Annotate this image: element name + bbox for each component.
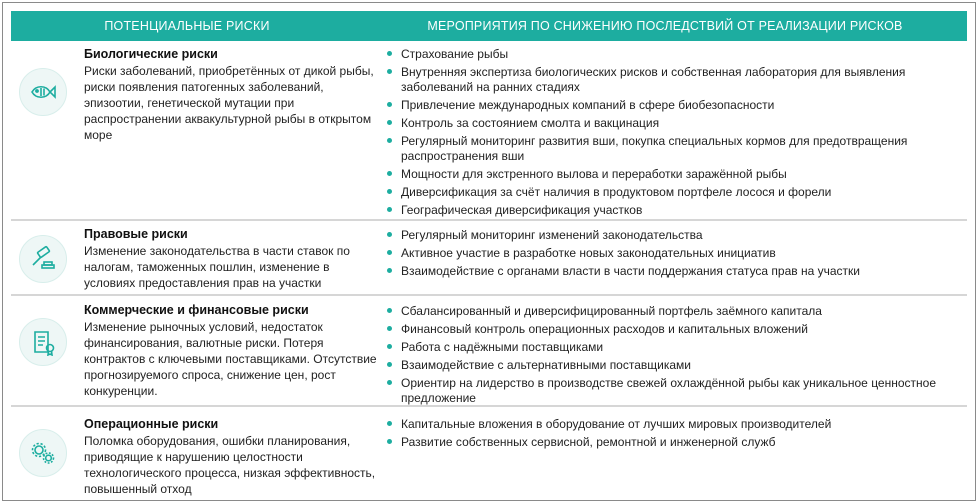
- risk-row-legal: [11, 221, 967, 296]
- list-item: Привлечение международных компаний в сфере биобезопасности: [386, 98, 966, 113]
- list-item: Активное участие в разработке новых законодательных инициатив: [386, 246, 966, 261]
- list-item: Развитие собственных сервисной, ремонтной и инженерной служб: [386, 435, 966, 450]
- risk-title: Правовые риски: [84, 227, 188, 241]
- list-item: Мощности для экстренного вылова и переработки заражённой рыбы: [386, 167, 966, 182]
- measures-list: [386, 417, 966, 453]
- contract-icon: [19, 318, 67, 366]
- gears-icon: [19, 429, 67, 477]
- list-item: Ориентир на лидерство в производстве свежей охлаждённой рыбы как уникальное ценностное предложение: [386, 376, 966, 406]
- list-item: Капитальные вложения в оборудование от лучших мировых производителей: [386, 417, 966, 432]
- risk-description: Риски заболеваний, приобретённых от дикой рыбы, риски появления патогенных заболеваний, эпизоотии, генетической мутации при распространении аквакультурной рыбы в открытом море: [84, 64, 374, 142]
- risk-title: Коммерческие и финансовые риски: [84, 303, 309, 317]
- list-item: Работа с надёжными поставщиками: [386, 340, 966, 355]
- risk-description: Изменение рыночных условий, недостаток финансирования, валютные риски. Потеря контрактов с ключевыми поставщиками. Отсутствие прогнозируемого спроса, снижение цен, рост конкуренции.: [84, 320, 377, 398]
- risk-row-operational: [11, 407, 967, 497]
- measures-list: [386, 47, 966, 221]
- risk-description: Поломка оборудования, ошибки планирования, приводящие к нарушению целостности технологического процесса, низкая эффективность, повышенный отход: [84, 434, 376, 496]
- list-item: Внутренняя экспертиза биологических рисков и собственная лаборатория для выявления заболеваний на ранних стадиях: [386, 65, 966, 95]
- measures-list: [386, 228, 966, 282]
- risk-row-biological: [11, 41, 967, 221]
- risk-description: Изменение законодательства в части ставок по налогам, таможенных пошлин, изменение в условиях предоставления прав на участки: [84, 244, 350, 290]
- list-item: Регулярный мониторинг развития вши, покупка специальных кормов для предотвращения распространения вши: [386, 134, 966, 164]
- measures-list: [386, 304, 966, 409]
- list-item: Регулярный мониторинг изменений законодательства: [386, 228, 966, 243]
- list-item: Финансовый контроль операционных расходов и капитальных вложений: [386, 322, 966, 337]
- list-item: Взаимодействие с альтернативными поставщиками: [386, 358, 966, 373]
- header-risks: ПОТЕНЦИАЛЬНЫЕ РИСКИ: [104, 19, 270, 33]
- list-item: Контроль за состоянием смолта и вакцинация: [386, 116, 966, 131]
- list-item: Сбалансированный и диверсифицированный портфель заёмного капитала: [386, 304, 966, 319]
- risk-title: Операционные риски: [84, 417, 219, 431]
- list-item: Взаимодействие с органами власти в части поддержания статуса прав на участки: [386, 264, 966, 279]
- list-item: Диверсификация за счёт наличия в продуктовом портфеле лосося и форели: [386, 185, 966, 200]
- header-measures: МЕРОПРИЯТИЯ ПО СНИЖЕНИЮ ПОСЛЕДСТВИЙ ОТ РЕАЛИЗАЦИИ РИСКОВ: [427, 19, 903, 33]
- table-header: [11, 11, 967, 41]
- risk-row-commercial: [11, 296, 967, 407]
- gavel-icon: [19, 235, 67, 283]
- fish-icon: [19, 68, 67, 116]
- list-item: Страхование рыбы: [386, 47, 966, 62]
- list-item: Географическая диверсификация участков: [386, 203, 966, 218]
- risk-table-frame: [2, 2, 976, 501]
- risk-title: Биологические риски: [84, 47, 218, 61]
